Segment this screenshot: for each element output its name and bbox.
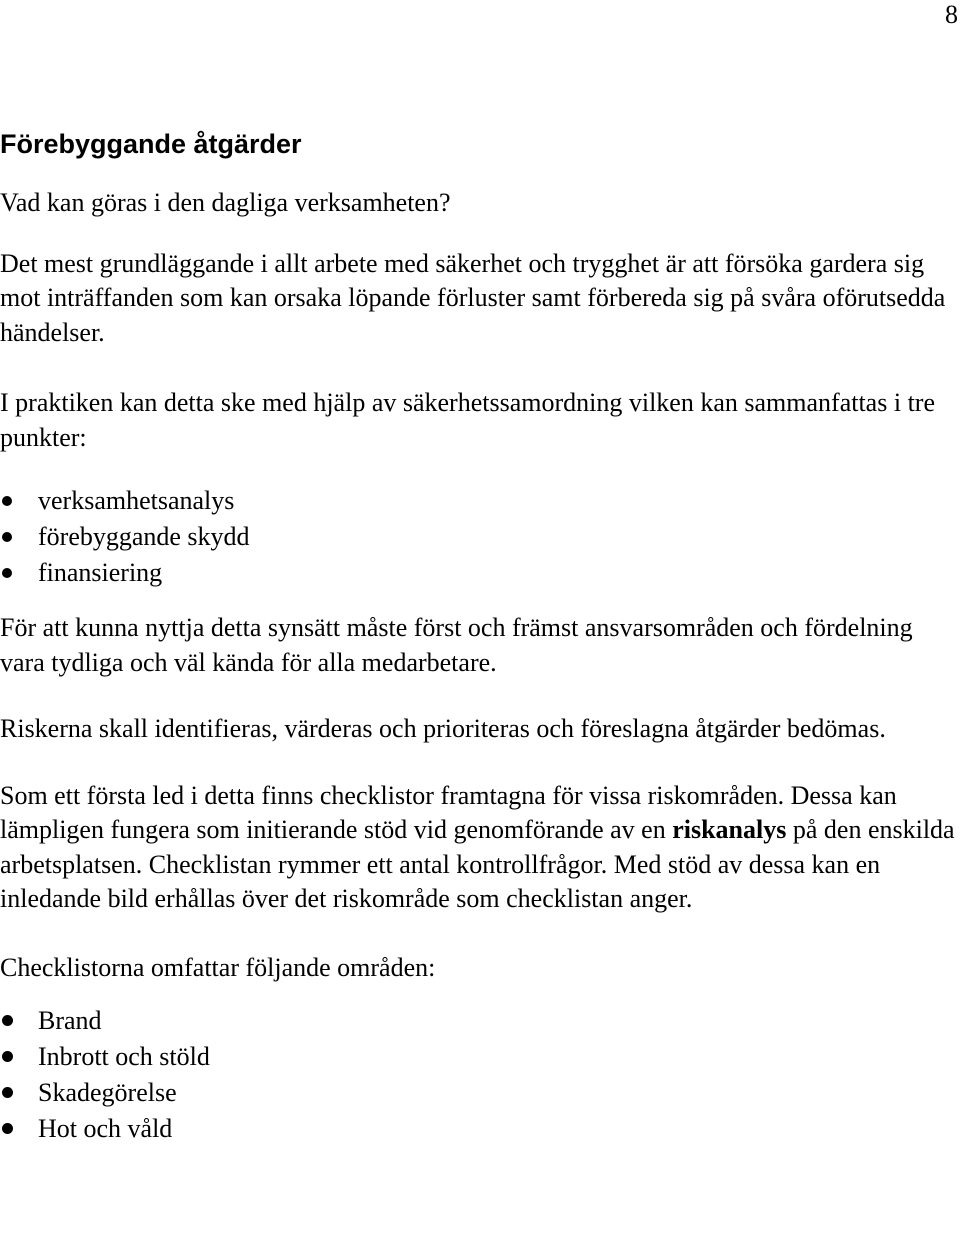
list-item-text: verksamhetsanalys — [38, 486, 235, 515]
list-item-text: Skadegörelse — [38, 1078, 177, 1107]
intro-paragraph: Det mest grundläggande i allt arbete med säkerhet och trygghet är att försöka gardera sig mot inträffanden som kan orsaka löpande förluster samt förbereda sig på svåra oförutsedda händelser. — [0, 248, 946, 347]
list-item-text: förebyggande skydd — [38, 522, 250, 551]
bullet-icon — [2, 1087, 13, 1098]
document-body — [0, 126, 958, 1167]
checklist-bold-term: riskanalys — [672, 815, 787, 844]
areas-intro-paragraph: Checklistorna omfattar följande områden: — [0, 952, 436, 982]
list-item — [0, 1039, 958, 1075]
bullet-icon — [2, 1051, 13, 1062]
bullet-icon — [2, 532, 12, 542]
list-item — [0, 1111, 958, 1147]
checklist-paragraph — [0, 779, 958, 917]
responsibility-paragraph: För att kunna nyttja detta synsätt måste först och främst ansvarsområden och fördelning vara tydliga och väl kända för alla medarbetare. — [0, 613, 913, 677]
question-paragraph: Vad kan göras i den dagliga verksamheten? — [0, 188, 451, 217]
summary-bullet-list — [0, 483, 958, 591]
list-item — [0, 1075, 958, 1111]
list-item — [0, 519, 958, 555]
bullet-icon — [2, 1123, 13, 1134]
page-number: 8 — [945, 0, 958, 29]
bullet-icon — [2, 496, 12, 506]
bullet-icon — [2, 1015, 13, 1026]
checklist-text-start: Som ett första led i detta finns checklistor framtagna för vissa riskområden. Dessa kan lämpligen fungera som initierande stöd vid genomförande av en — [0, 780, 897, 844]
bullet-icon — [2, 568, 12, 578]
list-item-text: Hot och våld — [38, 1114, 173, 1143]
section-heading: Förebyggande åtgärder — [0, 129, 302, 159]
list-item — [0, 483, 958, 519]
list-item-text: Inbrott och stöld — [38, 1042, 210, 1071]
areas-bullet-list — [0, 1003, 958, 1147]
list-item-text: Brand — [38, 1006, 102, 1035]
list-item — [0, 1003, 958, 1039]
risks-paragraph: Riskerna skall identifieras, värderas och prioriteras och föreslagna åtgärder bedömas. — [0, 714, 886, 743]
list-item — [0, 555, 958, 591]
bullets-intro-paragraph: I praktiken kan detta ske med hjälp av säkerhetssamordning vilken kan sammanfattas i tre punkter: — [0, 388, 935, 452]
checklist-text-end: på den enskilda arbetsplatsen. Checklistan rymmer ett antal kontrollfrågor. Med stöd av dessa kan en inledande bild erhållas över det riskområde som checklistan anger. — [0, 815, 955, 913]
list-item-text: finansiering — [38, 558, 163, 587]
